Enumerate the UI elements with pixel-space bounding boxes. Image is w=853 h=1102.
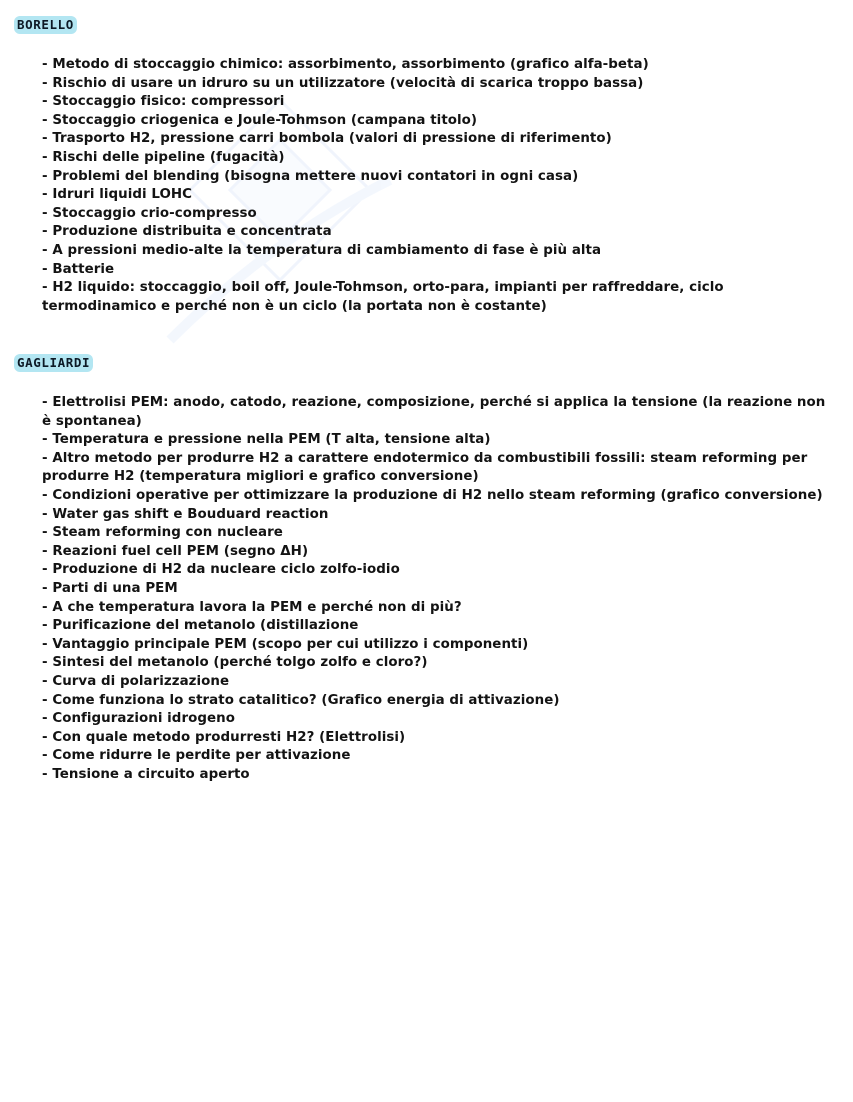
list-item: - Stoccaggio criogenica e Joule-Tohmson (campana titolo) <box>42 112 478 128</box>
list-item: - Stoccaggio crio-compresso <box>42 205 257 221</box>
list-item: - Temperatura e pressione nella PEM (T alta, tensione alta) <box>42 432 491 448</box>
list-item: - Rischio di usare un idruro su un utilizzatore (velocità di scarica troppo bassa) <box>42 75 644 91</box>
list-item: - Elettrolisi PEM: anodo, catodo, reazione, composizione, perché si applica la tensione (la reazione non è spontanea) <box>42 395 826 429</box>
list-item: - H2 liquido: stoccaggio, boil off, Joule-Tohmson, orto-para, impianti per raffreddare, ciclo termodinamico e perché non è un ciclo (la portata non è costante) <box>42 280 724 314</box>
list-item: - Metodo di stoccaggio chimico: assorbimento, assorbimento (grafico alfa-beta) <box>42 57 649 72</box>
topic-list <box>42 394 835 784</box>
list-item: - Come funziona lo strato catalitico? (Grafico energia di attivazione) <box>42 692 560 708</box>
list-item: - Produzione di H2 da nucleare ciclo zolfo-iodio <box>42 562 400 578</box>
list-item: - Con quale metodo produrresti H2? (Elettrolisi) <box>42 729 406 745</box>
list-item: - Altro metodo per produrre H2 a carattere endotermico da combustibili fossili: steam reforming per produrre H2 (temperatura migliori e grafico conversione) <box>42 450 808 485</box>
list-item: - Produzione distribuita e concentrata <box>42 224 332 240</box>
list-item: - Trasporto H2, pressione carri bombola (valori di pressione di riferimento) <box>42 131 612 147</box>
list-item: - Vantaggio principale PEM (scopo per cui utilizzo i componenti) <box>42 636 529 652</box>
list-item: - Stoccaggio fisico: compressori <box>42 94 285 110</box>
list-item: - Sintesi del metanolo (perché tolgo zolfo e cloro?) <box>42 655 428 671</box>
list-item: - A pressioni medio-alte la temperatura di cambiamento di fase è più alta <box>42 242 602 258</box>
list-item: - A che temperatura lavora la PEM e perché non di più? <box>42 599 462 615</box>
list-item: - Rischi delle pipeline (fugacità) <box>42 149 285 165</box>
list-item: - Condizioni operative per ottimizzare la produzione di H2 nello steam reforming (grafico conversione) <box>42 487 823 503</box>
section-heading: GAGLIARDI <box>14 354 93 372</box>
list-item: - Reazioni fuel cell PEM (segno ΔH) <box>42 543 309 559</box>
list-item: - Curva di polarizzazione <box>42 673 230 689</box>
list-item: - Batterie <box>42 261 115 277</box>
list-item: - Parti di una PEM <box>42 580 178 596</box>
list-item: - Tensione a circuito aperto <box>42 766 250 782</box>
list-item: - Configurazioni idrogeno <box>42 711 235 727</box>
list-item: - Steam reforming con nucleare <box>42 525 283 541</box>
topic-list <box>42 56 835 316</box>
list-item: - Idruri liquidi LOHC <box>42 187 193 203</box>
list-item: - Purificazione del metanolo (distillazione <box>42 618 359 634</box>
list-item: - Come ridurre le perdite per attivazione <box>42 748 351 764</box>
list-item: - Problemi del blending (bisogna mettere nuovi contatori in ogni casa) <box>42 168 579 184</box>
section-heading: BORELLO <box>14 16 77 34</box>
list-item: - Water gas shift e Bouduard reaction <box>42 506 329 522</box>
